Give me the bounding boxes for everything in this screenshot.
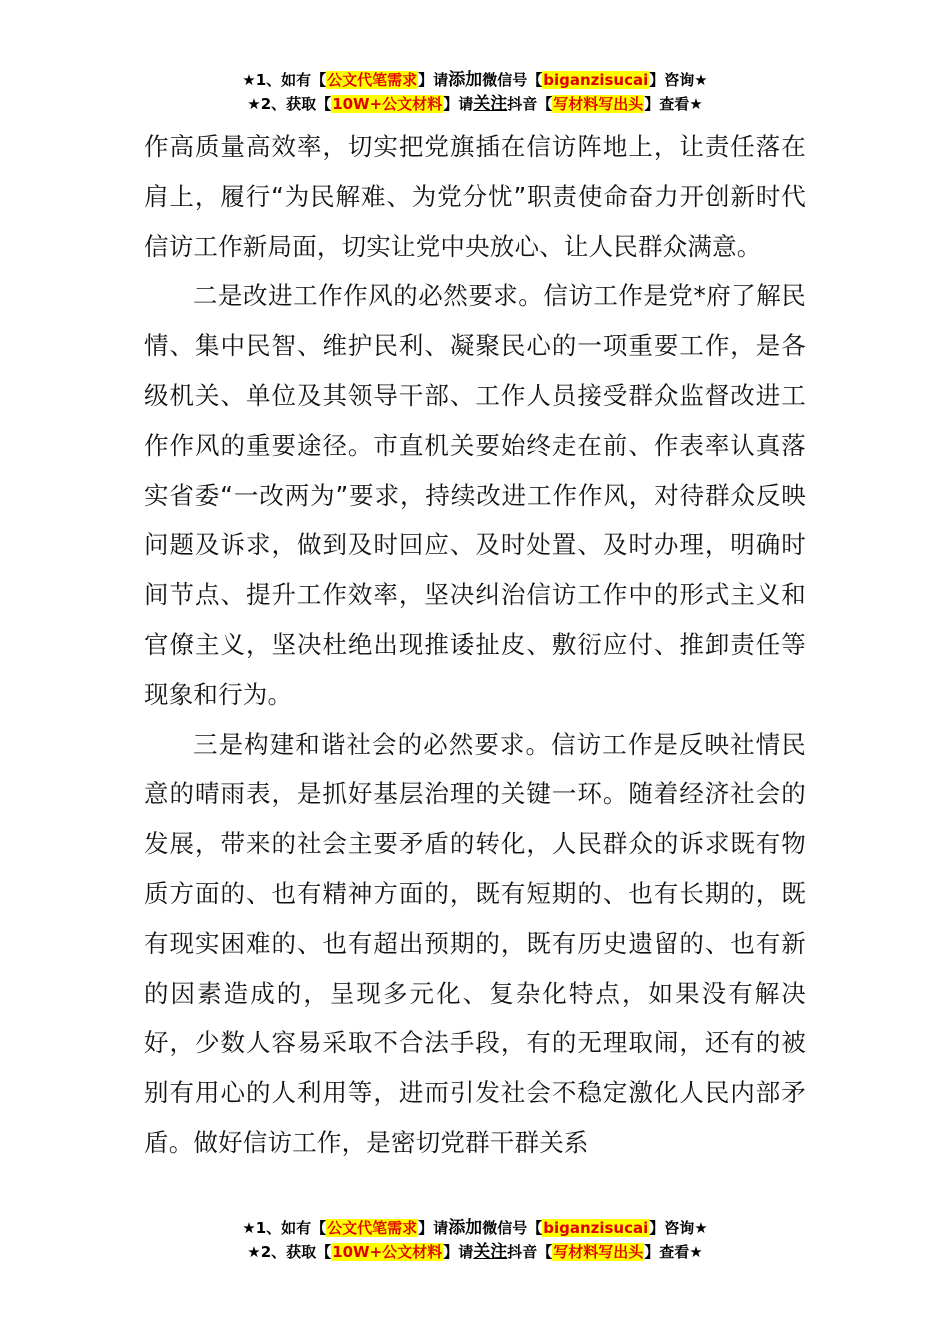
promo-text: 抖音【 (507, 1243, 553, 1261)
promo-text: 】查看★ (644, 1243, 703, 1261)
promo-highlight-materials: 10W+公文材料 (332, 95, 443, 113)
promo-text: 】咨询★ (649, 1219, 708, 1237)
promo-highlight-douyin-account: 写材料写出头 (553, 95, 644, 113)
promo-text: 抖音【 (507, 95, 553, 113)
promo-line-1 (0, 1216, 950, 1240)
promo-highlight-wechat-id: biganzisucai (543, 1219, 649, 1237)
promo-line-2 (0, 92, 950, 116)
promo-text: ★2、获取【 (247, 1243, 332, 1261)
promo-text: ★1、如有【 (242, 1219, 327, 1237)
promo-text: ★1、如有【 (242, 71, 327, 89)
promo-highlight-service: 公文代笔需求 (327, 1219, 418, 1237)
promo-highlight-douyin-account: 写材料写出头 (553, 1243, 644, 1261)
promo-text: 】请 (418, 71, 449, 89)
document-body (144, 122, 806, 1168)
promo-line-2 (0, 1240, 950, 1264)
paragraph-continuation: 作高质量高效率，切实把党旗插在信访阵地上，让责任落在肩上，履行“为民解难、为党分忧”职责使命奋力开创新时代信访工作新局面，切实让党中央放心、让人民群众满意。 (144, 132, 806, 261)
promo-emphasis: 关注 (473, 94, 508, 114)
promo-text: 】请 (443, 95, 474, 113)
promo-emphasis: 关注 (473, 1242, 508, 1262)
promo-text: 微信号【 (482, 1219, 543, 1237)
bottom-promo-banner (0, 1216, 950, 1264)
promo-highlight-service: 公文代笔需求 (327, 71, 418, 89)
promo-text: ★2、获取【 (247, 95, 332, 113)
paragraph-work-style: 二是改进工作作风的必然要求。信访工作是党*府了解民情、集中民智、维护民利、凝聚民心的一项重要工作，是各级机关、单位及其领导干部、工作人员接受群众监督改进工作作风的重要途径。市直机关要始终走在前、作表率认真落实省委“一改两为”要求，持续改进工作作风，对待群众反映问题及诉求，做到及时回应、及时处置、及时办理，明确时间节点、提升工作效率，坚决纠治信访工作中的形式主义和官僚主义，坚决杜绝出现推诿扯皮、敷衍应付、推卸责任等现象和行为。 (144, 281, 806, 709)
top-promo-banner (0, 68, 950, 116)
promo-highlight-wechat-id: biganzisucai (543, 71, 649, 89)
promo-text: 微信号【 (482, 71, 543, 89)
promo-emphasis: 添加 (448, 1218, 483, 1238)
paragraph-harmonious-society: 三是构建和谐社会的必然要求。信访工作是反映社情民意的晴雨表，是抓好基层治理的关键一环。随着经济社会的发展，带来的社会主要矛盾的转化，人民群众的诉求既有物质方面的、也有精神方面的，既有短期的、也有长期的，既有现实困难的、也有超出预期的，既有历史遗留的、也有新的因素造成的，呈现多元化、复杂化特点，如果没有解决好，少数人容易采取不合法手段，有的无理取闹，还有的被别有用心的人利用等，进而引发社会不稳定激化人民内部矛盾。做好信访工作，是密切党群干群关系 (144, 729, 806, 1157)
promo-line-1 (0, 68, 950, 92)
promo-text: 】查看★ (644, 95, 703, 113)
promo-text: 】请 (443, 1243, 474, 1261)
promo-text: 】咨询★ (649, 71, 708, 89)
promo-highlight-materials: 10W+公文材料 (332, 1243, 443, 1261)
promo-emphasis: 添加 (448, 70, 483, 90)
promo-text: 】请 (418, 1219, 449, 1237)
